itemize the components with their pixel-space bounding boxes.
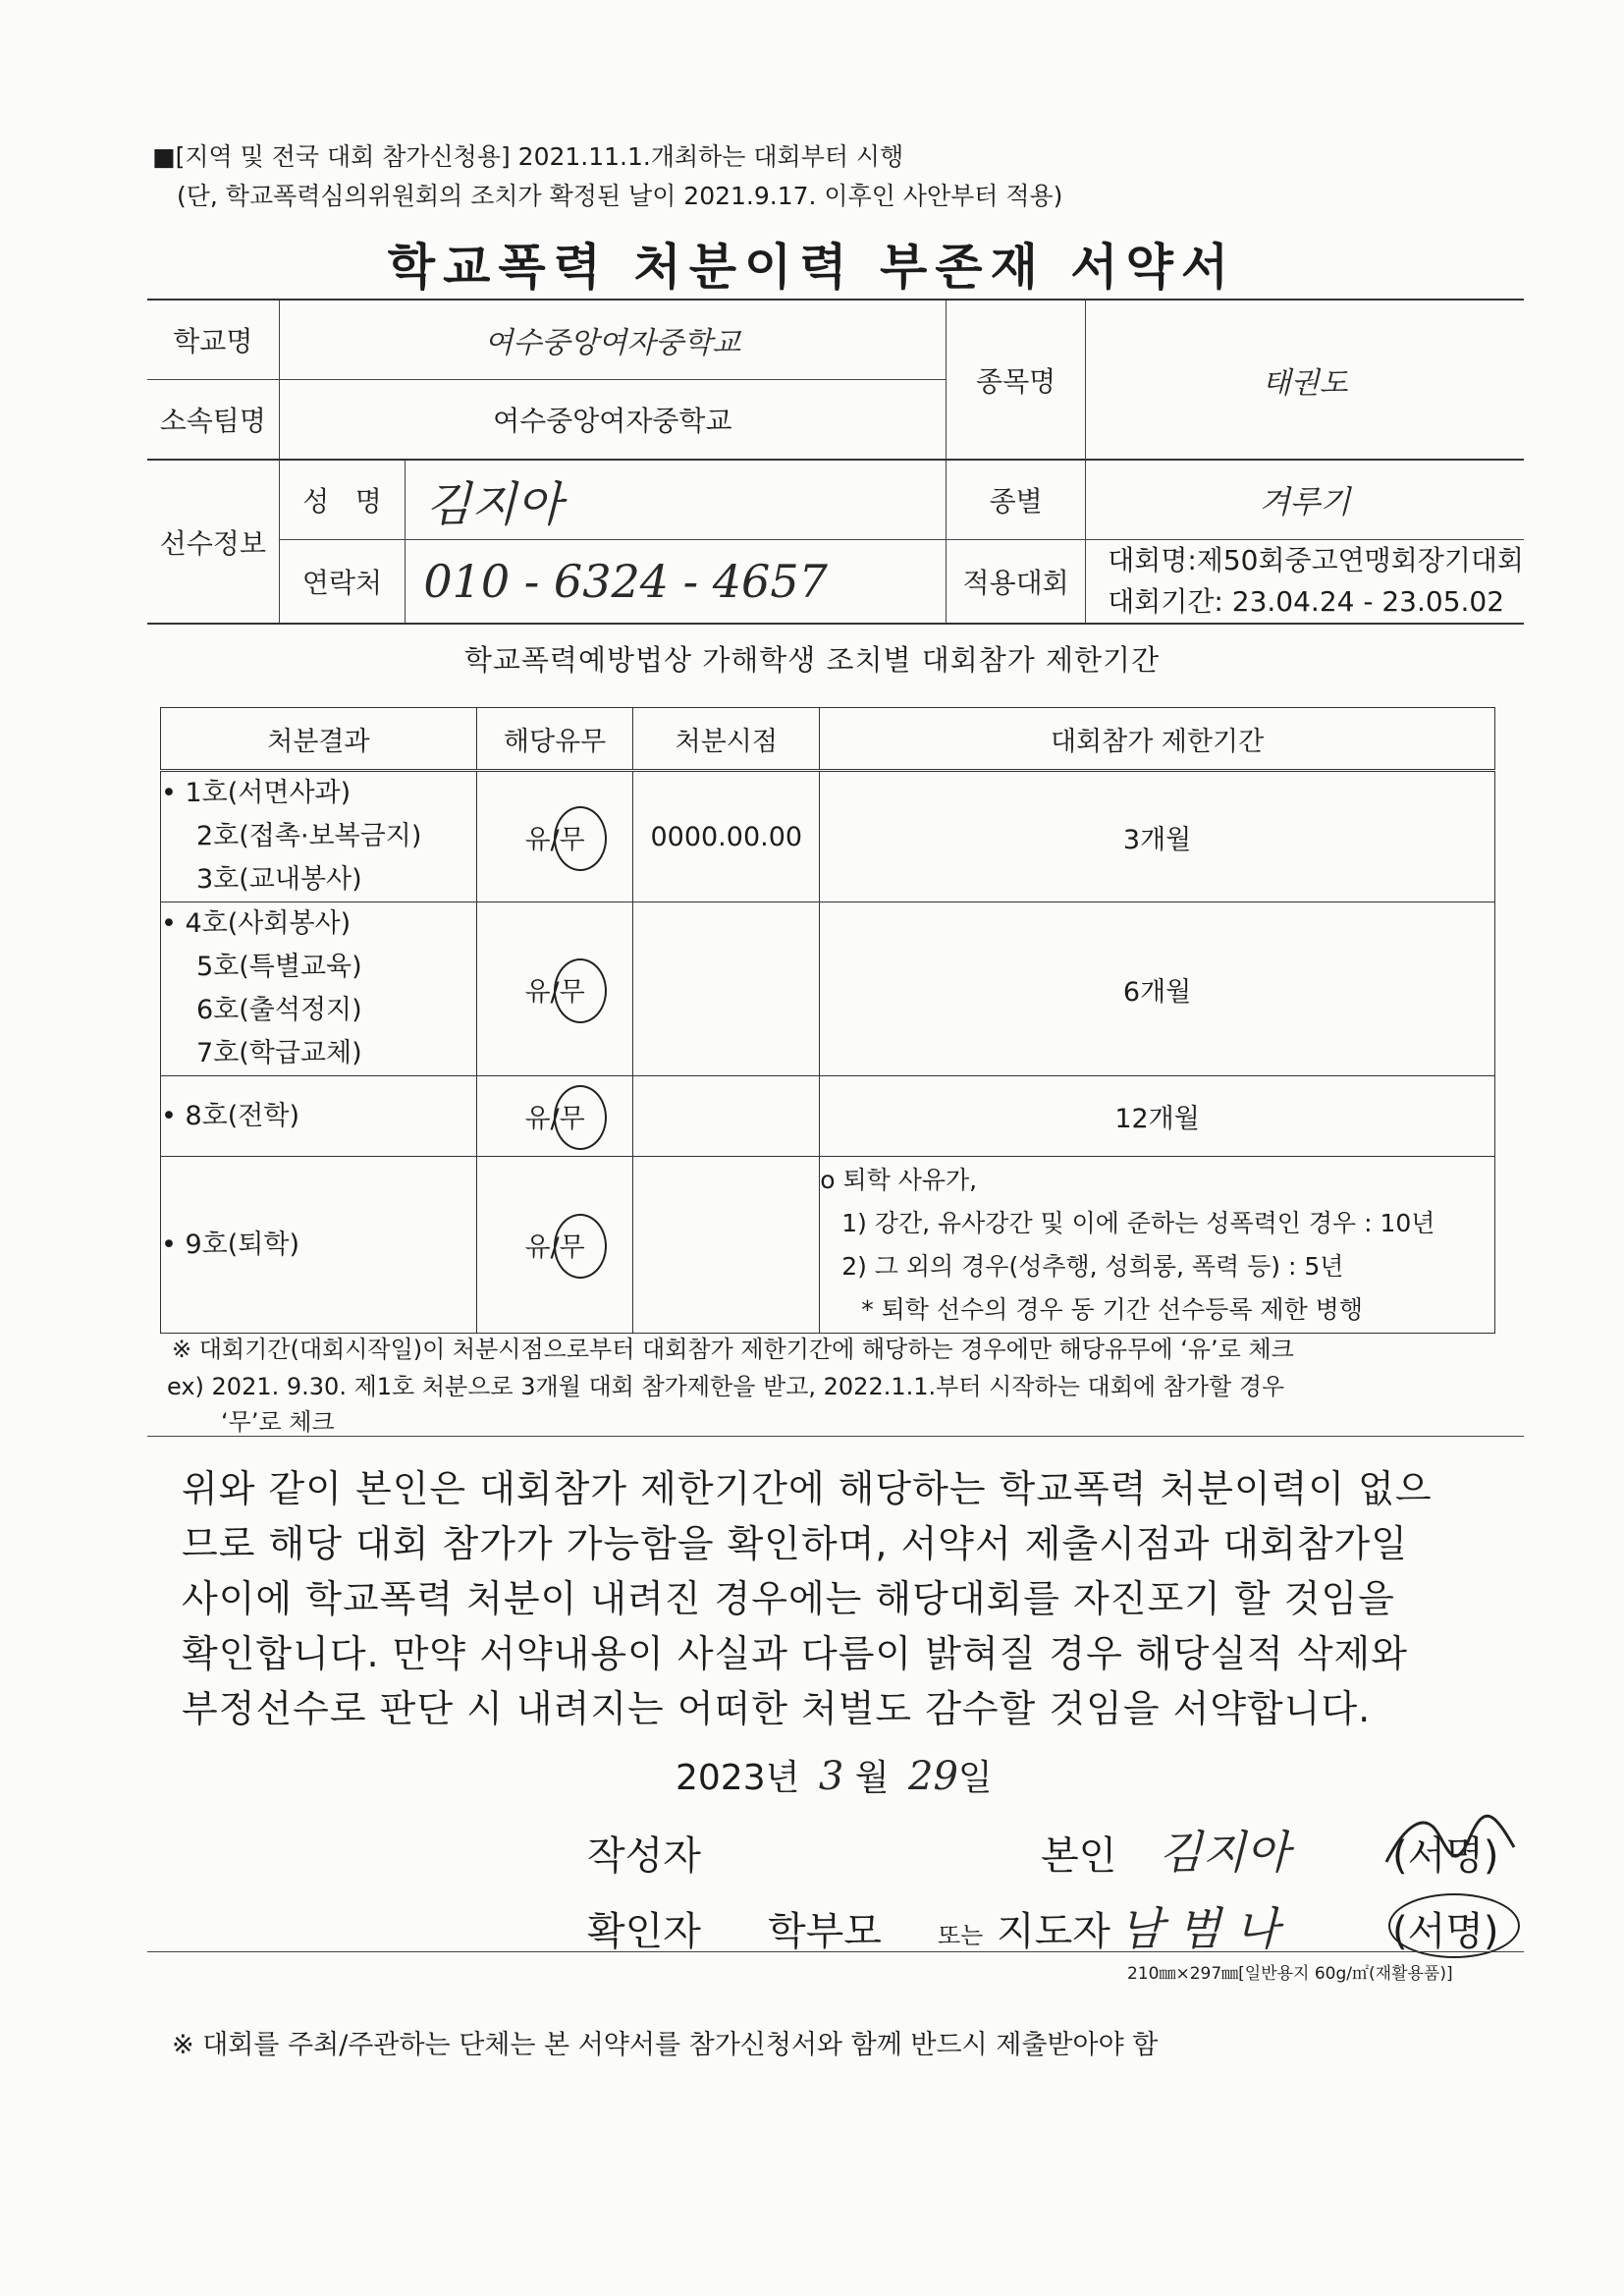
divider bbox=[147, 1436, 1524, 1437]
sign-label-1: (서명) bbox=[1392, 1833, 1499, 1879]
self-signature-name: 김지아 bbox=[1159, 1826, 1290, 1879]
date-year: 2023 bbox=[676, 1758, 766, 1798]
pledge-line: 확인합니다. 만약 서약내용이 사실과 다름이 밝혀질 경우 해당실적 삭제와 bbox=[182, 1632, 1408, 1675]
date-value: 0000.00.00 bbox=[633, 771, 820, 902]
name-value: 김지아 bbox=[406, 460, 947, 540]
date-month: 3 bbox=[818, 1754, 844, 1799]
note-line-3: ‘무’로 체크 bbox=[221, 1408, 335, 1436]
sport-value: 태권도 bbox=[1086, 300, 1524, 460]
limit-value: 3개월 bbox=[820, 771, 1495, 902]
athlete-info-table bbox=[147, 299, 1524, 625]
team-value: 여수중앙여자중학교 bbox=[279, 380, 946, 461]
writer-label: 작성자 bbox=[587, 1833, 701, 1879]
or-label: 또는 bbox=[938, 1922, 984, 1949]
circle-mark-icon bbox=[554, 958, 607, 1023]
document-title: 학교폭력 처분이력 부존재 서약서 bbox=[387, 239, 1237, 296]
category-value: 겨루기 bbox=[1086, 460, 1524, 540]
signature-circle-icon bbox=[1388, 1893, 1520, 1958]
event-label: 적용대회 bbox=[947, 540, 1086, 625]
result-line: 5호(특별교육) bbox=[196, 952, 362, 982]
pledge-text bbox=[182, 1461, 1497, 1736]
note-line-1: ※ 대회기간(대회시작일)이 처분시점으로부터 대회참가 제한기간에 해당하는 경우에만 해당유무에 ‘유’로 체크 bbox=[172, 1336, 1294, 1363]
result-cell bbox=[161, 902, 477, 1076]
pledge-line: 사이에 학교폭력 처분이 내려진 경우에는 해당대회를 자진포기 할 것임을 bbox=[182, 1577, 1395, 1620]
self-label: 본인 bbox=[1041, 1833, 1117, 1879]
notice-line-2: (단, 학교폭력심의위원회의 조치가 확정된 날이 2021.9.17. 이후인 사안부터 적용) bbox=[177, 182, 1063, 210]
pledge-line: 부정선수로 판단 시 내려지는 어떠한 처벌도 감수할 것임을 서약합니다. bbox=[182, 1687, 1372, 1730]
team-label: 소속팀명 bbox=[147, 380, 279, 461]
school-value: 여수중앙여자중학교 bbox=[279, 300, 946, 380]
date-year-suffix: 년 bbox=[765, 1758, 800, 1798]
circle-mark-icon bbox=[554, 1214, 607, 1279]
yn-cell bbox=[476, 902, 633, 1076]
note-line-2: ex) 2021. 9.30. 제1호 처분으로 3개월 대회 참가제한을 받고, 2022.1.1.부터 시작하는 대회에 참가할 경우 bbox=[167, 1373, 1285, 1400]
limit-note-line: o 퇴학 사유가, bbox=[820, 1165, 978, 1194]
yn-cell bbox=[476, 1076, 633, 1157]
confirmer-label: 확인자 bbox=[587, 1909, 701, 1954]
result-line: 3호(교내봉사) bbox=[196, 864, 362, 895]
phone-label: 연락처 bbox=[279, 540, 406, 625]
name-label: 성 명 bbox=[279, 460, 406, 540]
yn-checkmark: 유/무 bbox=[524, 1226, 584, 1264]
result-line: • 9호(퇴학) bbox=[161, 1229, 299, 1260]
header-limit: 대회참가 제한기간 bbox=[820, 708, 1495, 771]
limit-note-line: * 퇴학 선수의 경우 동 기간 선수등록 제한 병행 bbox=[861, 1294, 1363, 1324]
date-value bbox=[633, 1157, 820, 1334]
table-row bbox=[161, 1157, 1495, 1334]
table-row bbox=[161, 902, 1495, 1076]
player-info-label: 선수정보 bbox=[147, 460, 279, 624]
date-value bbox=[633, 1076, 820, 1157]
result-cell bbox=[161, 1157, 477, 1334]
handwritten-signature-mark bbox=[1377, 1803, 1524, 1886]
sign-label-2: (서명) bbox=[1392, 1909, 1499, 1954]
result-cell bbox=[161, 1076, 477, 1157]
event-info bbox=[1086, 540, 1524, 625]
result-line: • 4호(사회봉사) bbox=[161, 908, 352, 939]
table-row bbox=[161, 771, 1495, 902]
pledge-line: 위와 같이 본인은 대회참가 제한기간에 해당하는 학교폭력 처분이력이 없으 bbox=[182, 1467, 1433, 1510]
paper-spec: 210㎜×297㎜[일반용지 60g/㎡(재활용품)] bbox=[1127, 1964, 1453, 1984]
table-row bbox=[161, 1076, 1495, 1157]
yn-checkmark: 유/무 bbox=[524, 818, 584, 856]
event-name: 대회명:제50회중고연맹회장기대회 bbox=[1108, 544, 1524, 576]
date-day: 29 bbox=[908, 1754, 958, 1799]
coach-signature-name: 남 범 나 bbox=[1119, 1902, 1279, 1955]
date-value bbox=[633, 902, 820, 1076]
event-period: 대회기간: 23.04.24 - 23.05.02 bbox=[1108, 585, 1505, 618]
header-date: 처분시점 bbox=[633, 708, 820, 771]
phone-value: 010 - 6324 - 4657 bbox=[406, 540, 947, 625]
yn-checkmark: 유/무 bbox=[524, 970, 584, 1009]
parent-label: 학부모 bbox=[768, 1909, 882, 1954]
result-line: 2호(접촉·보복금지) bbox=[196, 821, 422, 851]
circle-mark-icon bbox=[554, 806, 607, 871]
limit-note-line: 2) 그 외의 경우(성추행, 성희롱, 폭력 등) : 5년 bbox=[841, 1251, 1344, 1281]
divider bbox=[147, 1951, 1524, 1952]
notice-line-1: ■[지역 및 전국 대회 참가신청용] 2021.11.1.개최하는 대회부터 시행 bbox=[152, 142, 904, 171]
result-line: • 1호(서면사과) bbox=[161, 778, 352, 808]
coach-label: 지도자 bbox=[997, 1909, 1110, 1954]
date-month-suffix: 월 bbox=[854, 1758, 890, 1798]
limit-value: 12개월 bbox=[820, 1076, 1495, 1157]
limit-note-line: 1) 강간, 유사강간 및 이에 준하는 성폭력인 경우 : 10년 bbox=[841, 1208, 1435, 1237]
category-label: 종별 bbox=[947, 460, 1086, 540]
result-cell bbox=[161, 771, 477, 902]
footer-note: ※ 대회를 주최/주관하는 단체는 본 서약서를 참가신청서와 함께 반드시 제출받아야 함 bbox=[172, 2030, 1159, 2060]
result-line: 7호(학급교체) bbox=[196, 1038, 362, 1068]
header-result: 처분결과 bbox=[161, 708, 477, 771]
restriction-table bbox=[160, 707, 1495, 1334]
yn-checkmark: 유/무 bbox=[524, 1097, 584, 1135]
result-line: • 8호(전학) bbox=[161, 1100, 299, 1131]
sport-label: 종목명 bbox=[947, 300, 1086, 460]
yn-cell bbox=[476, 771, 633, 902]
circle-mark-icon bbox=[554, 1085, 607, 1150]
school-label: 학교명 bbox=[147, 300, 279, 380]
restriction-subtitle: 학교폭력예방법상 가해학생 조치별 대회참가 제한기간 bbox=[463, 643, 1161, 677]
signing-date bbox=[676, 1750, 993, 1800]
limit-value: 6개월 bbox=[820, 902, 1495, 1076]
header-applicable: 해당유무 bbox=[476, 708, 633, 771]
pledge-line: 므로 해당 대회 참가가 가능함을 확인하며, 서약서 제출시점과 대회참가일 bbox=[182, 1522, 1408, 1565]
expulsion-limit-note bbox=[820, 1157, 1495, 1334]
date-day-suffix: 일 bbox=[957, 1758, 993, 1798]
result-line: 6호(출석정지) bbox=[196, 995, 362, 1025]
yn-cell bbox=[476, 1157, 633, 1334]
